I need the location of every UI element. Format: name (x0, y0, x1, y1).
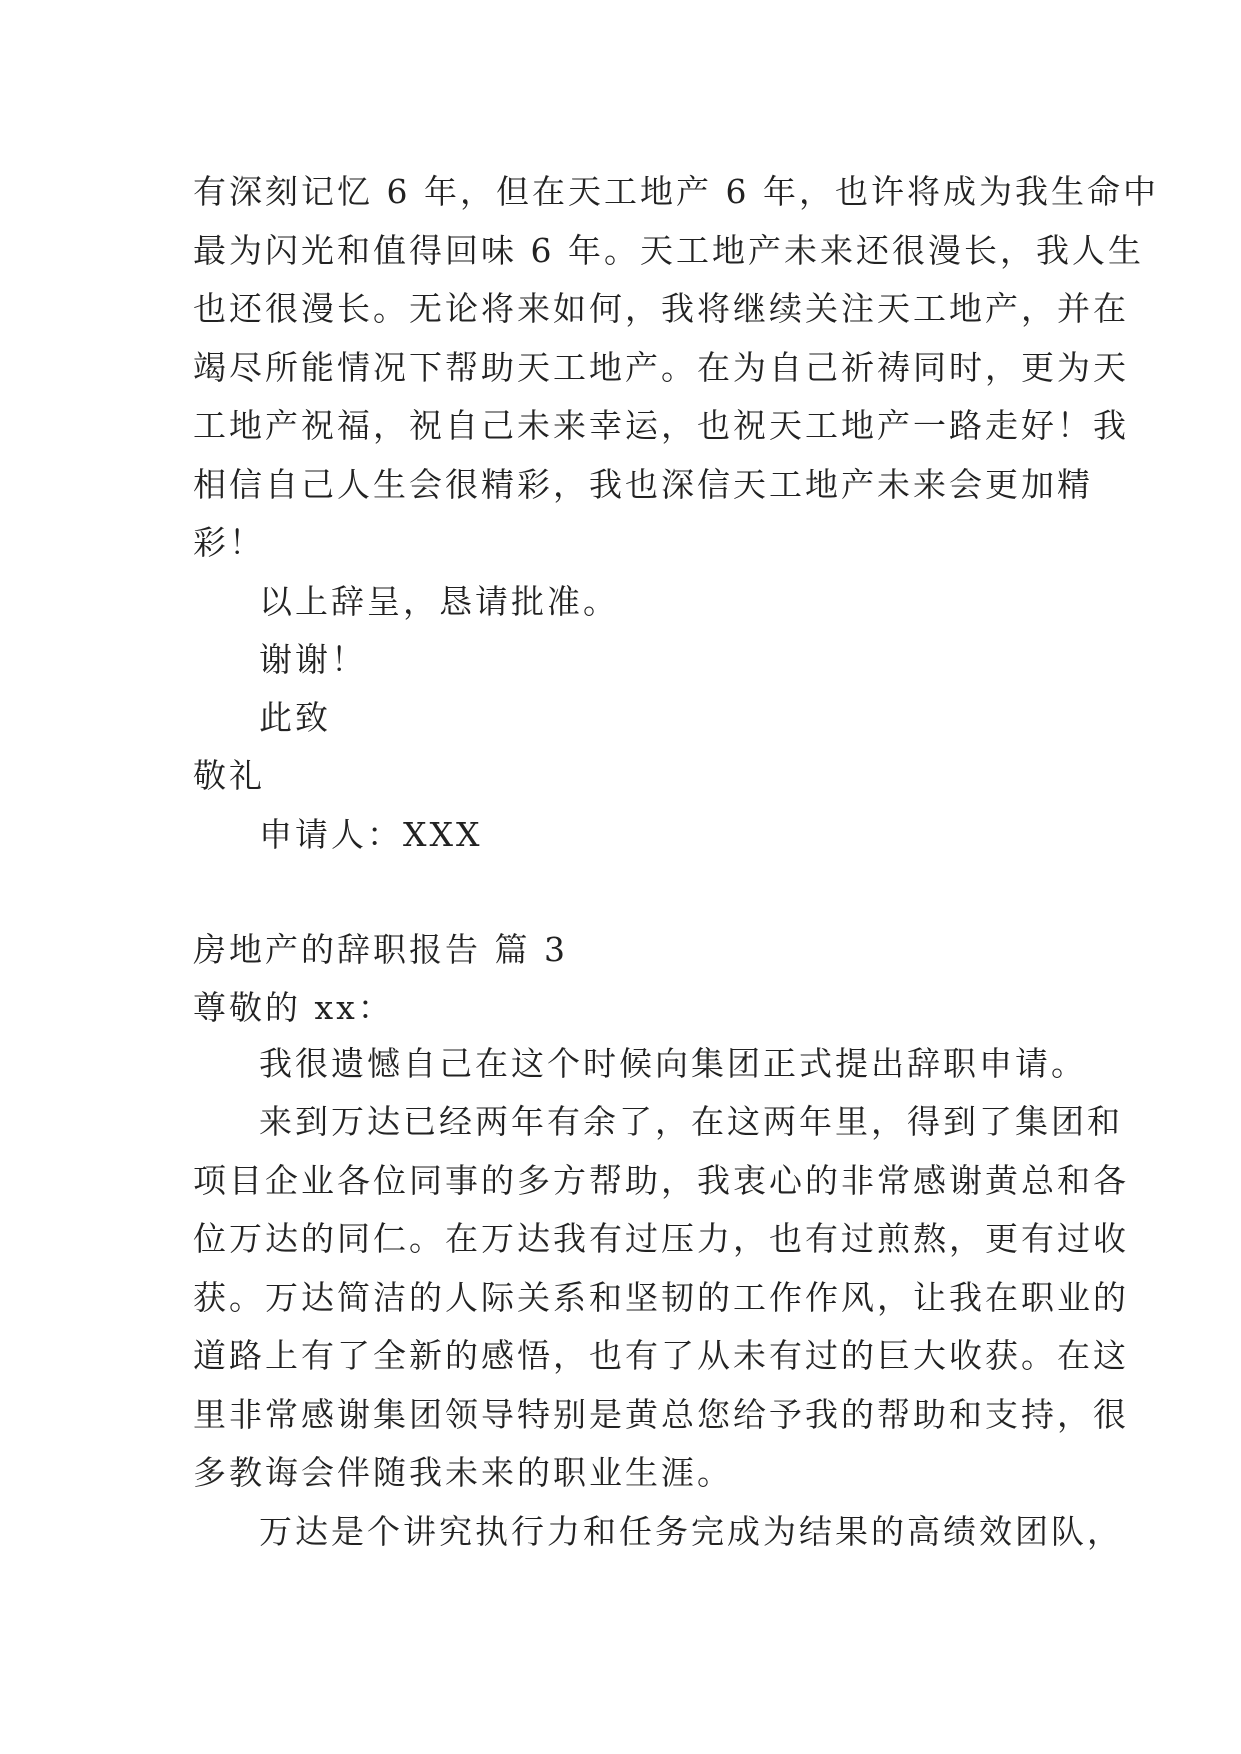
text-line: 道路上有了全新的感悟，也有了从未有过的巨大收获。在这 (193, 1336, 1129, 1375)
closing-thanks: 谢谢！ (259, 640, 367, 679)
text-line: 也还很漫长。无论将来如何，我将继续关注天工地产，并在 (193, 289, 1129, 328)
text-line: 竭尽所能情况下帮助天工地产。在为自己祈祷同时，更为天 (193, 347, 1129, 387)
text-line: 位万达的同仁。在万达我有过压力，也有过煎熬，更有过收 (193, 1219, 1129, 1258)
text-line: 来到万达已经两年有余了，在这两年里，得到了集团和 (259, 1102, 1123, 1141)
applicant-signature: 申请人：XXX (259, 815, 483, 854)
paragraph-1: 我很遗憾自己在这个时候向集团正式提出辞职申请。 (259, 1044, 1087, 1083)
paragraph-2 (193, 1093, 1129, 1503)
text-line: 多教诲会伴随我未来的职业生涯。 (193, 1453, 733, 1492)
paragraph-3: 万达是个讲究执行力和任务完成为结果的高绩效团队， (259, 1512, 1123, 1551)
paragraph-continued (193, 163, 1159, 573)
section-title: 房地产的辞职报告 篇 3 (193, 930, 568, 969)
text-line: 项目企业各位同事的多方帮助，我衷心的非常感谢黄总和各 (193, 1160, 1129, 1200)
closing-approval: 以上辞呈，恳请批准。 (259, 582, 619, 621)
closing-ci-zhi: 此致 (259, 698, 331, 737)
text-line: 工地产祝福，祝自己未来幸运，也祝天工地产一路走好！我 (193, 406, 1129, 445)
text-line: 有深刻记忆 6 年，但在天工地产 6 年，也许将成为我生命中 (193, 172, 1159, 211)
salutation: 尊敬的 xx： (193, 988, 394, 1027)
text-line: 获。万达简洁的人际关系和坚韧的工作作风，让我在职业的 (193, 1277, 1129, 1317)
text-line: 最为闪光和值得回味 6 年。天工地产未来还很漫长，我人生 (193, 230, 1144, 270)
text-line: 相信自己人生会很精彩，我也深信天工地产未来会更加精 (193, 464, 1093, 504)
closing-jing-li: 敬礼 (193, 756, 265, 795)
text-line: 彩！ (193, 523, 265, 562)
text-line: 里非常感谢集团领导特别是黄总您给予我的帮助和支持，很 (193, 1394, 1129, 1434)
